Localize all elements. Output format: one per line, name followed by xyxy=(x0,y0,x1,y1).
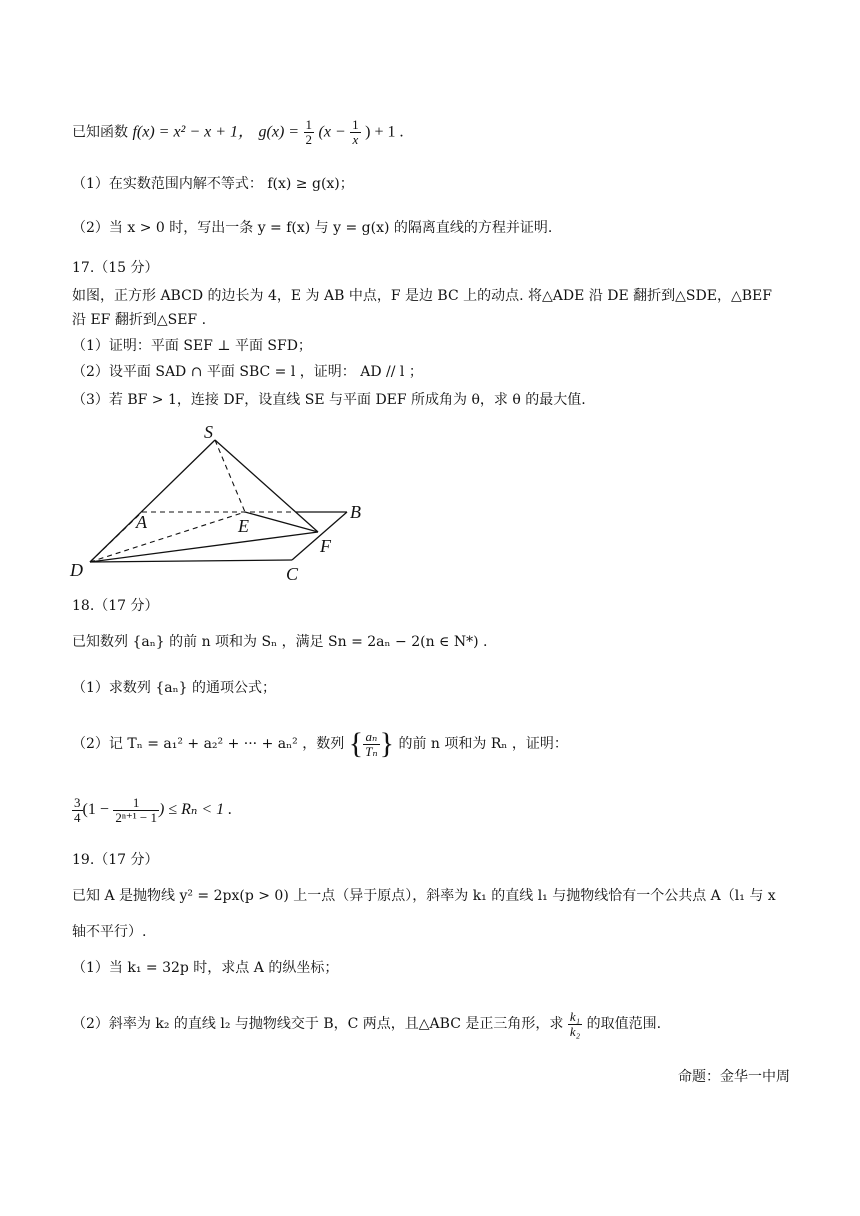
p17-stem-line-2: 沿 EF 翻折到△SEF . xyxy=(72,312,207,328)
p19-stem-line-1: 已知 A 是抛物线 y² = 2px(p > 0) 上一点（异于原点），斜率为 k₁ 的直线 l₁ 与抛物线恰有一个公共点 A（l₁ 与 x xyxy=(72,888,776,904)
label-S: S xyxy=(204,422,213,442)
p16-stem-prefix: 已知函数 xyxy=(72,124,128,141)
p18-question-2 xyxy=(72,724,568,764)
p16-g-inner-pre: (x − xyxy=(318,123,346,141)
p18-q2-post: 的前 n 项和为 Rₙ ，证明： xyxy=(398,736,568,752)
p18-ineq-post: ) ≤ Rₙ < 1 . xyxy=(159,801,233,818)
p18-q2-pre: （2）记 Tₙ = a₁² + a₂² + ··· + aₙ² ，数列 xyxy=(72,736,345,752)
edge-S-E xyxy=(215,440,245,512)
p18-ineq-pre: (1 − xyxy=(82,801,109,818)
p17-question-3: （3）若 BF > 1，连接 DF，设直线 SE 与平面 DEF 所成角为 θ，求 θ 的最大值. xyxy=(72,392,586,408)
p18-stem: 已知数列 {aₙ} 的前 n 项和为 Sₙ ，满足 Sn = 2aₙ − 2(n ∈ N*) . xyxy=(72,634,488,650)
p19-q2-post: 的取值范围. xyxy=(586,1016,662,1032)
p16-half-fraction: $\frac{1}{2}$ xyxy=(305,117,313,147)
p16-stem xyxy=(72,118,403,147)
p17-question-2: （2）设平面 SAD ∩ 平面 SBC = l ，证明： AD // l ； xyxy=(72,364,423,380)
label-A: A xyxy=(136,512,147,532)
edge-D-F xyxy=(90,532,318,562)
p18-q2-fraction: $\frac{\text{aₙ}}{\text{Tₙ}}$ xyxy=(365,728,378,759)
p19-q2-pre: （2）斜率为 k₂ 的直线 l₂ 与抛物线交于 B，C 两点，且△ABC 是正三角形，求 xyxy=(72,1016,564,1032)
p17-figure xyxy=(60,418,380,586)
right-brace-icon: } xyxy=(379,727,394,760)
label-F: F xyxy=(320,536,331,556)
label-C: C xyxy=(286,564,299,584)
p16-g-def-pre: g(x) = xyxy=(258,123,300,141)
label-B: B xyxy=(350,502,361,522)
p18-header: 18.（17 分） xyxy=(72,598,159,614)
edge-D-C xyxy=(90,560,292,562)
p16-f-def: f(x) = x² − x + 1， xyxy=(132,123,255,141)
label-E: E xyxy=(238,516,249,536)
p17-header: 17.（15 分） xyxy=(72,260,159,276)
p19-stem-line-2: 轴不平行）. xyxy=(72,924,147,940)
label-D: D xyxy=(70,560,83,580)
p17-stem-line-1: 如图，正方形 ABCD 的边长为 4，E 为 AB 中点，F 是边 BC 上的动点. 将△ADE 沿 DE 翻折到△SDE，△BEF xyxy=(72,288,772,304)
edge-D-E xyxy=(90,512,245,562)
p18-question-1: （1）求数列 {aₙ} 的通项公式； xyxy=(72,680,277,696)
p17-question-1: （1）证明：平面 SEF ⊥ 平面 SFD； xyxy=(72,338,312,354)
p16-question-2: （2）当 x > 0 时，写出一条 y = f(x) 与 y = g(x) 的隔离直线的方程并证明. xyxy=(72,220,553,236)
p18-ineq-fraction: $\frac{1}{\text{2ⁿ⁺¹ − 1}}$ xyxy=(115,794,157,825)
p19-question-1: （1）当 k₁ = 32p 时，求点 A 的纵坐标； xyxy=(72,960,339,976)
edge-S-D xyxy=(90,440,215,562)
p18-inequality xyxy=(72,790,232,830)
p18-ineq-coefficient: $\frac{3}{4}$ xyxy=(74,794,81,825)
p16-inverse-fraction: $\frac{1}{x}$ xyxy=(352,117,359,147)
p16-g-tail: ) + 1 . xyxy=(365,123,404,141)
p19-header: 19.（17 分） xyxy=(72,852,159,868)
p19-q2-fraction: $\frac{\text{k₁}}{\text{k₂}}$ xyxy=(569,1008,581,1039)
author-signature: 命题：金华一中周 xyxy=(678,1069,790,1085)
p19-question-2 xyxy=(72,1004,661,1044)
left-brace-icon: { xyxy=(348,727,364,760)
p16-question-1: （1）在实数范围内解不等式： f(x) ≥ g(x)； xyxy=(72,176,354,192)
